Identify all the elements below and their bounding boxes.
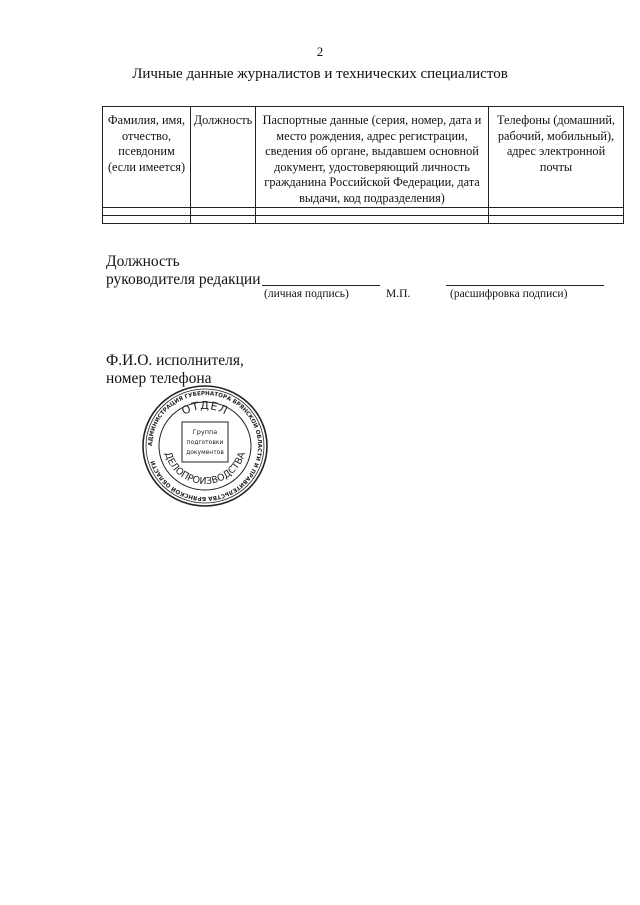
stamp-center-line1: Группа [192, 428, 218, 436]
seal-place-caption: М.П. [386, 288, 411, 300]
document-title: Личные данные журналистов и технических специалистов [132, 66, 508, 82]
header-full-name: Фамилия, имя, отчество, псевдоним (если имеется) [103, 107, 191, 208]
table-cell [103, 216, 191, 224]
table-cell [103, 208, 191, 216]
header-passport-data: Паспортные данные (серия, номер, дата и место рождения, адрес регистрации, сведения об органе, выдавшем основной документ, удостоверяющий личность гражданина Российской Федерации, дата выдачи, код подразделения) [256, 107, 489, 208]
stamp-department-top: ОТДЕЛ [179, 398, 231, 418]
table-cell [489, 208, 624, 216]
page-number: 2 [316, 44, 324, 59]
table-cell [256, 216, 489, 224]
table-cell [191, 208, 256, 216]
stamp-center-line2: подготовки [186, 439, 224, 446]
table-cell [191, 216, 256, 224]
signature-line [262, 285, 380, 286]
table-cell [256, 208, 489, 216]
signature-decoding-caption: (расшифровка подписи) [450, 288, 568, 300]
stamp-center-line3: документов [186, 449, 224, 456]
personal-signature-caption: (личная подпись) [264, 288, 349, 300]
stamp-ring-text: АДМИНИСТРАЦИЯ ГУБЕРНАТОРА БРЯНСКОЙ ОБЛАСТИ И ПРАВИТЕЛЬСТВА БРЯНСКОЙ ОБЛАСТИ [147, 390, 263, 502]
executor-label-line1: Ф.И.О. исполнителя, [106, 352, 244, 369]
header-phones-email: Телефоны (домашний, рабочий, мобильный), адрес электронной почты [489, 107, 624, 208]
table-cell [489, 216, 624, 224]
header-position: Должность [191, 107, 256, 208]
journalists-table [102, 106, 624, 224]
table-row [103, 216, 624, 224]
stamp-department-bottom: ДЕЛОПРОИЗВОДСТВА [162, 450, 248, 488]
signature-label-line2: руководителя редакции [106, 271, 261, 288]
stamp-seal [141, 384, 269, 508]
signature-label-line1: Должность [106, 253, 180, 270]
signature-decoding-line [446, 285, 604, 286]
table-header-row [103, 107, 624, 208]
table-row [103, 208, 624, 216]
department-stamp [141, 384, 269, 508]
executor-label-line2: номер телефона [106, 370, 212, 387]
